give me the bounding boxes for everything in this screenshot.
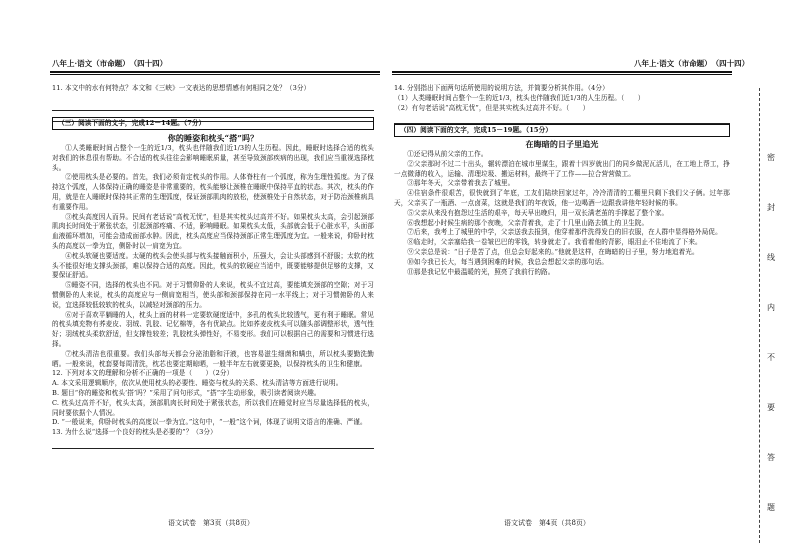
article-title: 在晦暗的日子里追光 bbox=[525, 139, 599, 149]
header-left: 八年上·语文（市命题） （四十四） bbox=[52, 59, 168, 68]
paragraph: ④住宿条件很艰苦，很快就到了年底，工友们陆续回家过年，冷冷清清的工棚里只剩下我们父子俩。过年那天，父亲买了一瓶酒、一点卤菜，这就是我们的年夜饭，他一边喝酒一边跟我讲他年轻时候的事。 bbox=[394, 189, 730, 207]
footer-total: （共8页） bbox=[557, 519, 590, 527]
paragraph: ①还记得从前父亲的工作。 bbox=[407, 150, 488, 158]
question-14 bbox=[394, 84, 730, 124]
seal-char: 答 bbox=[767, 453, 775, 462]
header-number: 四十四 bbox=[137, 59, 160, 68]
header-number: 四十四 bbox=[719, 59, 742, 68]
footer-total: （共8页） bbox=[221, 519, 254, 527]
header-grade: 八年上 bbox=[52, 59, 75, 68]
q14-item-1: （1）人类睡眠时间占整个一生的近1/3，枕头也伴随我们近1/3的人生历程。（ ） bbox=[394, 93, 645, 102]
right-page bbox=[386, 0, 794, 560]
q14-item-2: （2）有句老话说“高枕无忧”，但是其实枕头过高并不好。（ ） bbox=[394, 103, 590, 112]
q12-option-c[interactable]: C. 枕头过高并不好，枕头太高，颈部肌肉长时间处于紧张状态，所以我们在睡觉时应当尽量选择低的枕头，同时要依据个人情况。 bbox=[52, 398, 374, 417]
header-rule bbox=[392, 71, 732, 73]
paragraph: ⑧临走时，父亲塞给我一卷皱巴巴的零钱，转身就走了。我看着他的背影，眼泪止不住地流了下来。 bbox=[407, 238, 702, 247]
seal-line bbox=[759, 88, 760, 543]
seal-char: 密 bbox=[767, 153, 775, 162]
section-3-title: （三）阅读下面的文字，完成12－14题。（7分） bbox=[58, 119, 206, 127]
seal-char: 封 bbox=[767, 203, 775, 212]
q12-option-d[interactable]: D. “一般说来，仰卧时枕头的高度以一拳为宜。”这句中，“一般”这个词，体现了说明文语言的准确、严谨。 bbox=[52, 418, 367, 427]
seal-char: 要 bbox=[767, 403, 775, 412]
paragraph: ⑦后来，我考上了城里的中学，父亲送我去报到，他穿着那件洗得发白的旧衣服，在人群中显得格外局促。 bbox=[407, 228, 722, 237]
paragraph: ④枕头软硬也要适度。太硬的枕头会使头部与枕头接触面积小，压强大，会让头部感到不舒服；太软的枕头不能很好地支撑头颈部，难以保持合适的高度。因此，枕头的软硬应当适中，既要能够提供足够的支撑，又要保证舒适。 bbox=[52, 251, 374, 280]
article-left bbox=[52, 133, 374, 449]
answer-line[interactable] bbox=[52, 438, 374, 449]
q12-stem: 12. 下列对本文的理解和分析不正确的一项是（ ）（2分） bbox=[52, 369, 234, 378]
footer-title: 语文试卷 bbox=[504, 519, 532, 527]
footer-page: 第4页 bbox=[539, 519, 558, 527]
answer-line[interactable] bbox=[52, 100, 374, 111]
paragraph: ③枕头高度因人而异。民间有老话说“高枕无忧”，但是其实枕头过高并不好。如果枕头太高，会引起颈部肌肉长时间处于紧张状态，引起颈部疼痛、不适，影响睡眠。如果枕头太低，头部就会低于心脏水平，头面部血液循环增加，可能会造成面部水肿。因此，枕头高度应当保持颈部正常生理弧度为宜。一般来说，仰卧时枕头的高度以一拳为宜，侧卧时以一肩宽为宜。 bbox=[52, 212, 374, 250]
q13-text: 13. 为什么说“选择一个良好的枕头是必要的”？（3分） bbox=[52, 428, 217, 437]
binding-margin bbox=[755, 78, 791, 548]
header-rule bbox=[50, 71, 380, 73]
paragraph: ⑪那是我记忆中最温暖的光，照亮了我前行的路。 bbox=[407, 267, 555, 276]
footer-left bbox=[168, 518, 254, 528]
paragraph: ⑦枕头清洁也很重要。我们头部每天都会分泌油脂和汗液，也容易滋生细菌和螨虫，所以枕头要勤洗勤晒。一般来说，枕套要每周清洗，枕芯也要定期晾晒，一般半年左右就要更换，以保持枕头的卫生和健康。 bbox=[52, 349, 374, 368]
q11-text: 11. 本文中的水有何特点？本文和《三峡》一文表达的思想情感有何相同之处？（3分） bbox=[52, 84, 311, 92]
q12-option-a[interactable]: A. 本文采用逻辑顺序，依次从使用枕头的必要性、睡姿与枕头的关系、枕头清洁等方面进行说明。 bbox=[52, 379, 343, 388]
paragraph: ⑤父亲从来没有抱怨过生活的艰辛，每天早出晚归，用一双长满老茧的手撑起了整个家。 bbox=[407, 208, 669, 217]
paragraph: ⑤睡姿不同，选择的枕头也不同。对于习惯仰卧的人来说，枕头不宜过高，要能填充颈部的空隙；对于习惯侧卧的人来说，枕头的高度应与一侧肩宽相当，使头部和颈部保持在同一水平线上；对于习惯俯卧的人来说，宜选择较低较软的枕头，以减轻对颈部的压力。 bbox=[52, 281, 374, 309]
seal-char: 内 bbox=[767, 303, 775, 312]
footer-right bbox=[504, 518, 590, 528]
footer-page: 第3页 bbox=[203, 519, 222, 527]
article-title: 你的睡姿和枕头“搭”吗？ bbox=[167, 133, 259, 143]
header-rule-thin bbox=[392, 74, 732, 75]
seal-char: 不 bbox=[767, 353, 775, 362]
q14-text: 14. 分别指出下面两句话所使用的说明方法，并简要分析其作用。（4分） bbox=[394, 84, 609, 92]
header-grade: 八年上 bbox=[634, 59, 657, 68]
paragraph: ②使用枕头是必要的。首先，我们必须肯定枕头的作用。人体脊柱有一个弧度，称为生理性弧度。为了保持这个弧度，人体保持正确的睡姿是非常重要的，枕头能够让颈椎在睡眠中保持平直的状态。其次，枕头的作用，就是在人睡眠时保持其正常的生理弧度，保证颈部肌肉的放松，使颈椎处于自然状态，对于防治颈椎病具有重要作用。 bbox=[52, 173, 374, 211]
paragraph: ⑥我想起小时候生病的那个夜晚，父亲背着我，走了十几里山路去镇上的卫生院。 bbox=[407, 218, 649, 227]
seal-char: 线 bbox=[767, 253, 775, 262]
section-4-title: （四）阅读下面的文字，完成15－19题。（15分） bbox=[400, 126, 553, 134]
paragraph: ⑥对于喜欢平躺睡的人，枕头上面的材料一定要软硬度适中，多孔的枕头比较透气，更有利于睡眠。常见的枕头填充物有荞麦皮、羽绒、乳胶、记忆棉等，各有优缺点。比如荞麦皮枕头可以随头部调整形状，透气性好；羽绒枕头柔软舒适，但支撑性较差；乳胶枕头弹性好，不易变形。我们可以根据自己的需要和习惯进行选择。 bbox=[52, 310, 374, 348]
header-subject: 语文 bbox=[77, 59, 93, 68]
paragraph: ②父亲那时不过二十出头，辗转漂泊在城市里谋生，跟着十四岁就出门的同乡做泥瓦活儿，在工地上帮工，挣一点微薄的收入，运输、清理垃圾、搬运材料，最终干了工作——拉合营营做工。 bbox=[394, 159, 730, 178]
paragraph: ⑩如今我已长大，每当遇到困难的时候，我总会想起父亲的那句话。 bbox=[407, 257, 608, 266]
header-right: 八年上·语文（市命题） （四十四） bbox=[634, 59, 750, 68]
paragraph: ⑨父亲总是说：“日子是苦了点，但总会好起来的。”他就是这样，在晦暗的日子里，努力地追着光。 bbox=[407, 247, 699, 256]
q12-option-b[interactable]: B. 题目“你的睡姿和枕头‘搭’吗？”采用了问句形式，“搭”字生动形象，吸引读者阅读兴趣。 bbox=[52, 388, 321, 397]
article-right bbox=[394, 139, 730, 277]
paragraph: ③那年冬天，父亲带着我去了城里。 bbox=[407, 179, 515, 188]
header-source: 市命题 bbox=[99, 59, 123, 68]
paragraph: ①人类睡眠时间占整个一生的近1/3，枕头也伴随我们近1/3的人生历程。因此，睡眠时选择合适的枕头对我们的休息很有帮助。不合适的枕头往往会影响睡眠质量，甚至导致颈部疾病的出现，我们应当重视选择枕头。 bbox=[52, 144, 374, 172]
answer-line[interactable] bbox=[394, 113, 730, 124]
header-subject: 语文 bbox=[659, 59, 675, 68]
header-source: 市命题 bbox=[681, 59, 705, 68]
left-page bbox=[0, 0, 386, 560]
footer-title: 语文试卷 bbox=[168, 519, 196, 527]
header-rule-thin bbox=[50, 74, 380, 75]
seal-char: 题 bbox=[767, 503, 775, 512]
